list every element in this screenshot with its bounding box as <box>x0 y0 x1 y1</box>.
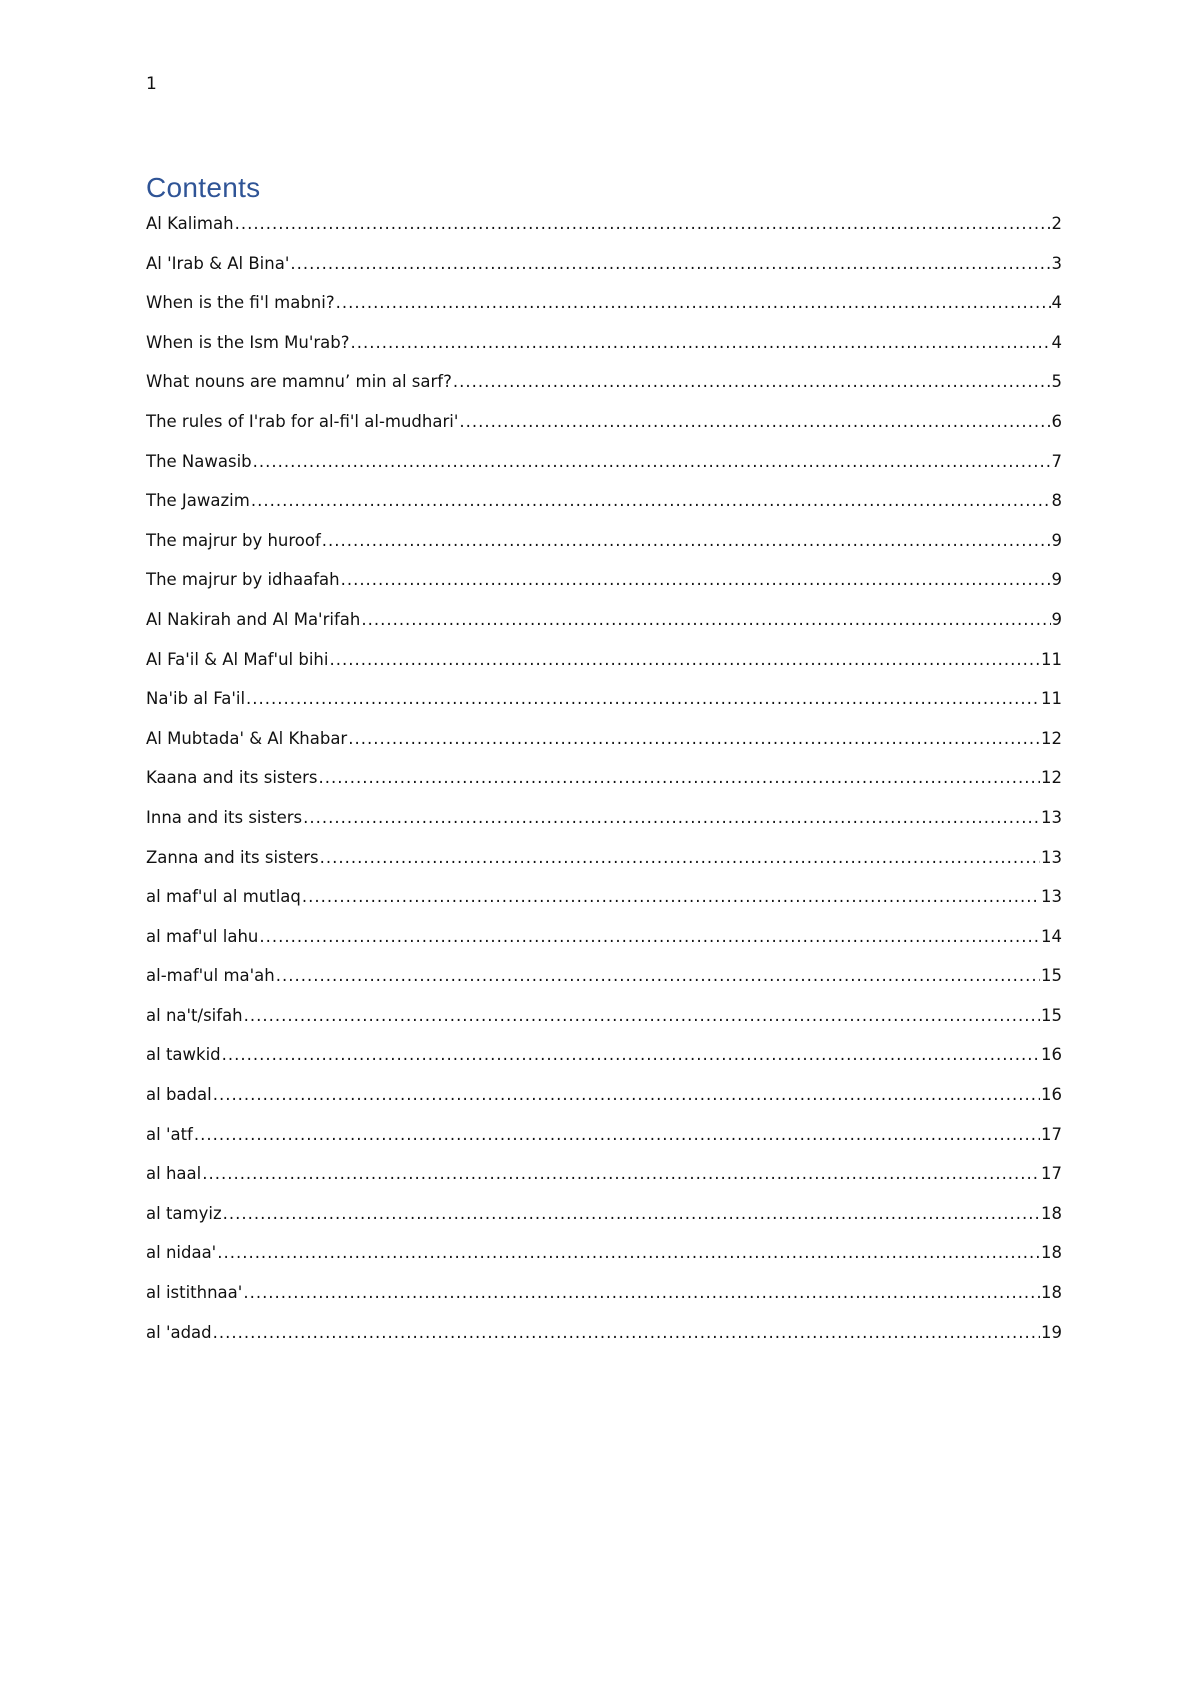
toc-entry[interactable] <box>146 966 1062 1006</box>
toc-entry[interactable] <box>146 333 1062 373</box>
dot-leader <box>213 1323 1040 1342</box>
dot-leader <box>194 1125 1040 1144</box>
toc-entry[interactable] <box>146 491 1062 531</box>
toc-entry-page: 13 <box>1041 887 1062 907</box>
toc-entry-page: 15 <box>1041 966 1062 986</box>
toc-entry-label: Al Mubtada' & Al Khabar <box>146 728 348 748</box>
toc-entry-label: The majrur by huroof <box>146 530 321 550</box>
toc-entry-page: 18 <box>1041 1283 1062 1303</box>
toc-entry-page: 5 <box>1051 372 1062 392</box>
toc-entry-page: 13 <box>1041 847 1062 867</box>
toc-entry-page: 3 <box>1051 253 1062 273</box>
toc-entry[interactable] <box>146 254 1062 294</box>
dot-leader <box>213 1085 1040 1104</box>
toc-entry-page: 4 <box>1051 332 1062 352</box>
toc-entry[interactable] <box>146 808 1062 848</box>
toc-entry[interactable] <box>146 729 1062 769</box>
toc-entry[interactable] <box>146 412 1062 452</box>
dot-leader <box>341 570 1051 589</box>
toc-entry-label: When is the fi'l mabni? <box>146 293 335 313</box>
toc-entry-label: al 'adad <box>146 1322 212 1342</box>
toc-entry[interactable] <box>146 610 1062 650</box>
toc-entry[interactable] <box>146 1045 1062 1085</box>
toc-entry-label: The majrur by idhaafah <box>146 570 340 590</box>
toc-entry-label: al maf'ul lahu <box>146 926 259 946</box>
toc-entry-page: 4 <box>1051 293 1062 313</box>
dot-leader <box>302 887 1040 906</box>
dot-leader <box>329 650 1040 669</box>
toc-entry-page: 11 <box>1041 689 1062 709</box>
toc-entry[interactable] <box>146 1085 1062 1125</box>
toc-entry[interactable] <box>146 452 1062 492</box>
dot-leader <box>351 333 1051 352</box>
toc-entry[interactable] <box>146 1243 1062 1283</box>
toc-title: Contents <box>146 172 261 203</box>
toc-entry-label: The rules of I'rab for al-fi'l al-mudhari' <box>146 411 459 431</box>
toc-entry-label: What nouns are mamnu’ min al sarf? <box>146 372 452 392</box>
toc-entry[interactable] <box>146 650 1062 690</box>
toc-entry-page: 12 <box>1041 728 1062 748</box>
dot-leader <box>223 1204 1040 1223</box>
dot-leader <box>459 412 1050 431</box>
table-of-contents <box>146 214 1062 1362</box>
toc-entry-label: Al 'Irab & Al Bina' <box>146 253 290 273</box>
dot-leader <box>259 927 1040 946</box>
toc-entry-label: al badal <box>146 1085 212 1105</box>
toc-entry-page: 18 <box>1041 1243 1062 1263</box>
toc-entry-page: 15 <box>1041 1005 1062 1025</box>
dot-leader <box>303 808 1040 827</box>
toc-entry[interactable] <box>146 689 1062 729</box>
toc-entry[interactable] <box>146 768 1062 808</box>
toc-entry-page: 8 <box>1051 491 1062 511</box>
toc-entry[interactable] <box>146 927 1062 967</box>
toc-entry-page: 17 <box>1041 1124 1062 1144</box>
dot-leader <box>246 689 1040 708</box>
toc-entry-page: 17 <box>1041 1164 1062 1184</box>
dot-leader <box>361 610 1050 629</box>
toc-entry-label: The Jawazim <box>146 491 250 511</box>
dot-leader <box>319 768 1040 787</box>
toc-entry-label: Zanna and its sisters <box>146 847 319 867</box>
toc-entry-label: al haal <box>146 1164 202 1184</box>
dot-leader <box>251 491 1051 510</box>
toc-entry[interactable] <box>146 531 1062 571</box>
dot-leader <box>202 1164 1040 1183</box>
dot-leader <box>243 1283 1040 1302</box>
dot-leader <box>322 531 1051 550</box>
toc-entry-page: 16 <box>1041 1045 1062 1065</box>
toc-entry-label: Al Kalimah <box>146 214 234 233</box>
toc-entry-label: Al Nakirah and Al Ma'rifah <box>146 609 361 629</box>
toc-entry-page: 9 <box>1051 570 1062 590</box>
toc-entry-page: 11 <box>1041 649 1062 669</box>
dot-leader <box>348 729 1040 748</box>
toc-entry[interactable] <box>146 1006 1062 1046</box>
dot-leader <box>253 452 1051 471</box>
toc-entry[interactable] <box>146 887 1062 927</box>
toc-entry[interactable] <box>146 848 1062 888</box>
dot-leader <box>222 1045 1040 1064</box>
toc-entry-page: 13 <box>1041 807 1062 827</box>
toc-entry-page: 14 <box>1041 926 1062 946</box>
toc-entry-label: Na'ib al Fa'il <box>146 689 246 709</box>
toc-entry-label: The Nawasib <box>146 451 252 471</box>
dot-leader <box>336 293 1051 312</box>
toc-entry-label: Inna and its sisters <box>146 807 303 827</box>
toc-entry[interactable] <box>146 570 1062 610</box>
dot-leader <box>244 1006 1040 1025</box>
toc-entry-page: 7 <box>1051 451 1062 471</box>
toc-entry-label: al tamyiz <box>146 1203 222 1223</box>
page-number: 1 <box>146 74 157 94</box>
toc-entry-label: When is the Ism Mu'rab? <box>146 332 350 352</box>
toc-entry-page: 9 <box>1051 530 1062 550</box>
dot-leader <box>235 214 1051 233</box>
toc-entry-label: al-maf'ul ma'ah <box>146 966 275 986</box>
toc-entry-page: 18 <box>1041 1203 1062 1223</box>
dot-leader <box>290 254 1050 273</box>
toc-entry[interactable] <box>146 372 1062 412</box>
toc-entry-page: 2 <box>1051 214 1062 233</box>
toc-entry-label: al tawkid <box>146 1045 221 1065</box>
toc-entry[interactable] <box>146 1283 1062 1323</box>
toc-entry[interactable] <box>146 1323 1062 1363</box>
toc-entry[interactable] <box>146 1125 1062 1165</box>
toc-entry-page: 19 <box>1041 1322 1062 1342</box>
toc-entry-page: 6 <box>1051 411 1062 431</box>
dot-leader <box>320 848 1040 867</box>
toc-entry[interactable] <box>146 214 1062 254</box>
toc-entry-page: 12 <box>1041 768 1062 788</box>
toc-entry-label: Kaana and its sisters <box>146 768 318 788</box>
toc-entry[interactable] <box>146 293 1062 333</box>
toc-entry[interactable] <box>146 1204 1062 1244</box>
toc-entry-label: Al Fa'il & Al Maf'ul bihi <box>146 649 329 669</box>
toc-entry-label: al na't/sifah <box>146 1005 243 1025</box>
dot-leader <box>217 1243 1040 1262</box>
dot-leader <box>276 966 1040 985</box>
toc-entry-label: al 'atf <box>146 1124 193 1144</box>
toc-entry[interactable] <box>146 1164 1062 1204</box>
toc-entry-page: 9 <box>1051 609 1062 629</box>
toc-entry-page: 16 <box>1041 1085 1062 1105</box>
dot-leader <box>453 372 1051 391</box>
toc-entry-label: al istithnaa' <box>146 1283 243 1303</box>
toc-entry-label: al nidaa' <box>146 1243 217 1263</box>
toc-entry-label: al maf'ul al mutlaq <box>146 887 301 907</box>
